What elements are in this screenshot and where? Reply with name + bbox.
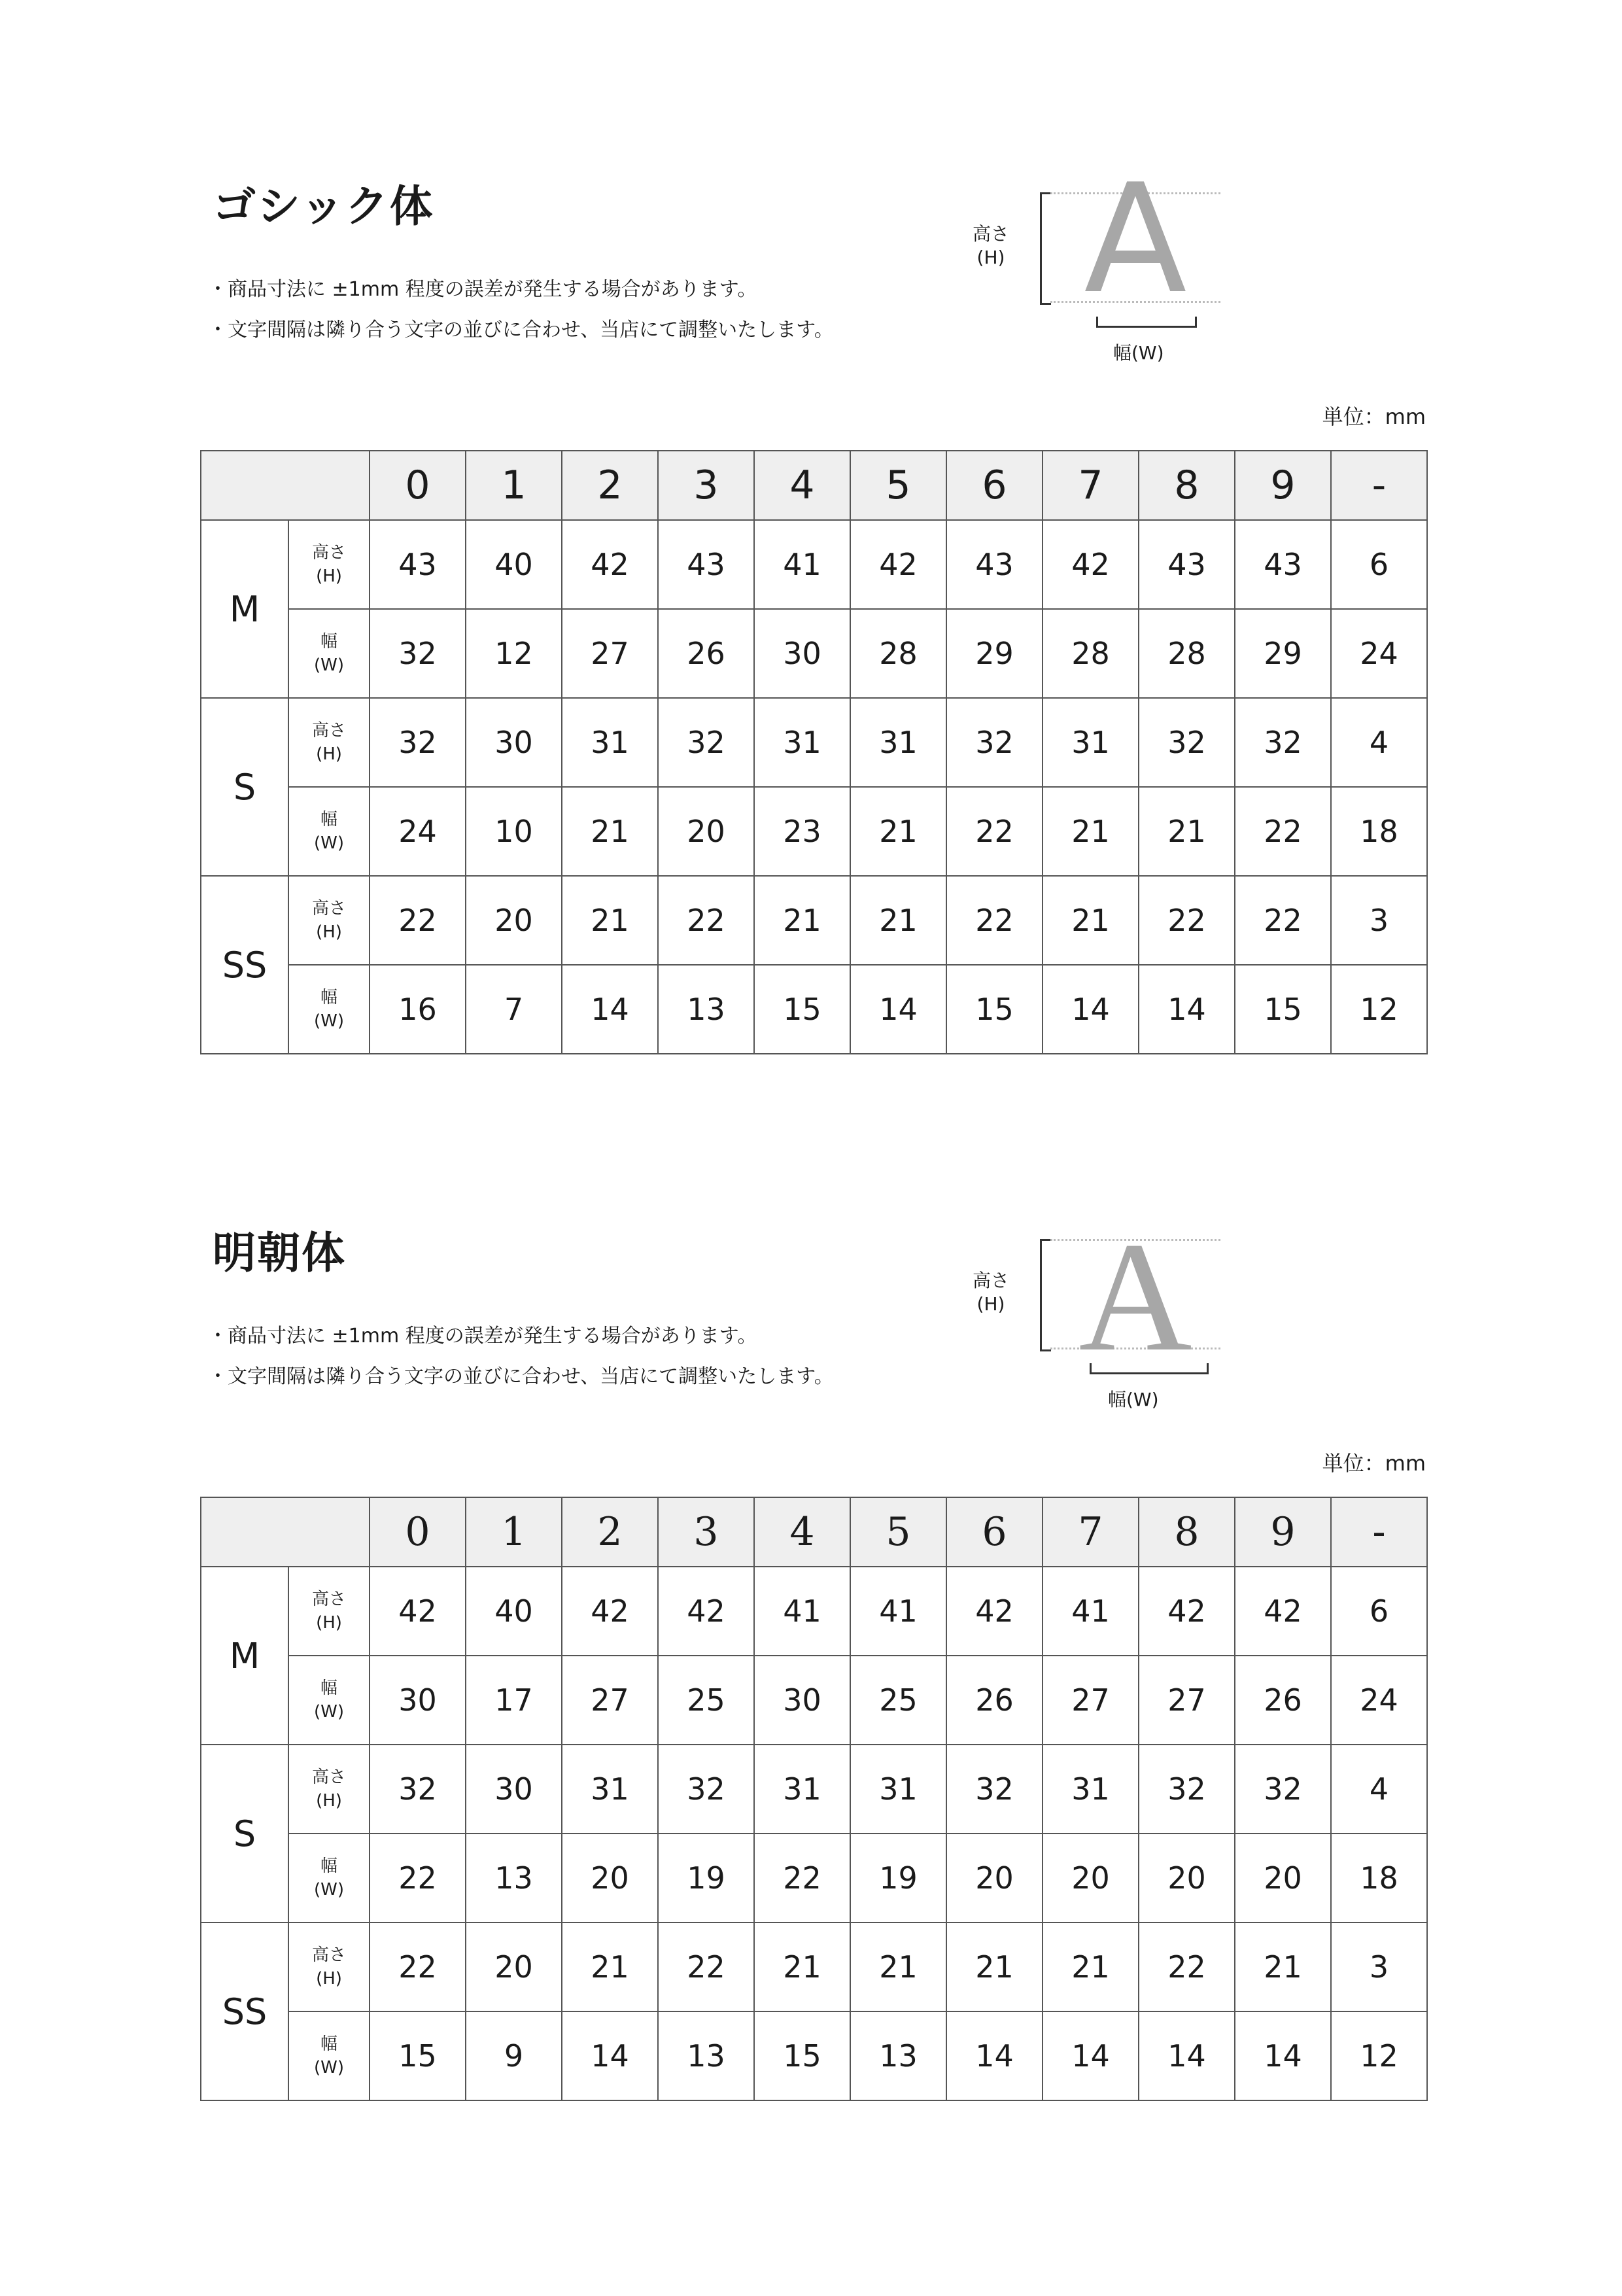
width-sub: (W) [314, 1011, 344, 1031]
height-value: 32 [1139, 1745, 1235, 1834]
width-value: 20 [658, 787, 754, 876]
column-header: - [1331, 451, 1427, 520]
height-text: 高さ [311, 1590, 346, 1609]
height-value: 22 [1139, 876, 1235, 965]
width-value: 13 [658, 2011, 754, 2100]
width-value: 30 [370, 1656, 466, 1745]
width-value: 24 [370, 787, 466, 876]
column-header: 5 [850, 1497, 946, 1567]
width-value: 13 [658, 965, 754, 1054]
width-value: 15 [754, 2011, 850, 2100]
width-value: 13 [850, 2011, 946, 2100]
width-value: 14 [1235, 2011, 1331, 2100]
width-value: 7 [466, 965, 562, 1054]
height-row-label [288, 1922, 370, 2011]
diagram-height-label [968, 1269, 1014, 1316]
table-row [201, 1922, 1427, 2011]
height-value: 32 [370, 1745, 466, 1834]
height-value: 22 [658, 1922, 754, 2011]
height-value: 21 [1043, 1922, 1139, 2011]
width-value: 27 [1139, 1656, 1235, 1745]
section-title: ゴシック体 [213, 181, 434, 232]
width-text: 幅 [320, 988, 337, 1007]
column-header: 7 [1043, 1497, 1139, 1567]
width-value: 18 [1331, 1834, 1427, 1922]
height-value: 22 [1139, 1922, 1235, 2011]
height-value: 32 [1235, 698, 1331, 787]
width-value: 9 [466, 2011, 562, 2100]
height-value: 32 [1139, 698, 1235, 787]
table-row [201, 1656, 1427, 1745]
sample-letter: A [1078, 1209, 1192, 1383]
height-value: 43 [1235, 520, 1331, 609]
width-value: 19 [850, 1834, 946, 1922]
width-row-label [288, 609, 370, 698]
height-value: 31 [562, 698, 658, 787]
height-value: 21 [1043, 876, 1139, 965]
height-value: 41 [850, 1567, 946, 1656]
width-value: 10 [466, 787, 562, 876]
width-value: 20 [946, 1834, 1043, 1922]
width-value: 14 [1139, 965, 1235, 1054]
height-value: 31 [1043, 1745, 1139, 1834]
unit-label: 単位：mm [1322, 1451, 1426, 1476]
width-bracket [1096, 317, 1197, 328]
size-label: SS [201, 1922, 288, 2100]
height-text: 高さ [311, 543, 346, 563]
table-row [201, 1745, 1427, 1834]
height-value: 31 [850, 698, 946, 787]
height-value: 20 [466, 876, 562, 965]
width-value: 28 [1043, 609, 1139, 698]
height-value: 43 [946, 520, 1043, 609]
width-value: 26 [946, 1656, 1043, 1745]
width-row-label [288, 1834, 370, 1922]
height-value: 43 [1139, 520, 1235, 609]
width-value: 21 [562, 787, 658, 876]
width-value: 24 [1331, 1656, 1427, 1745]
width-value: 27 [1043, 1656, 1139, 1745]
height-value: 42 [562, 1567, 658, 1656]
note-line: ・商品寸法に ±1mm 程度の誤差が発生する場合があります。 [208, 278, 757, 301]
width-value: 23 [754, 787, 850, 876]
height-value: 30 [466, 698, 562, 787]
width-sub: (W) [314, 1880, 344, 1900]
size-table [200, 1497, 1428, 2101]
width-value: 14 [1139, 2011, 1235, 2100]
width-bracket [1090, 1363, 1209, 1374]
height-value: 21 [562, 876, 658, 965]
column-header: 4 [754, 1497, 850, 1567]
height-value: 32 [946, 1745, 1043, 1834]
width-value: 27 [562, 609, 658, 698]
width-value: 21 [850, 787, 946, 876]
table-row [201, 2011, 1427, 2100]
width-value: 32 [370, 609, 466, 698]
table-row [201, 1567, 1427, 1656]
width-value: 29 [946, 609, 1043, 698]
height-bracket [1040, 192, 1051, 305]
column-header: 8 [1139, 1497, 1235, 1567]
height-sub: (H) [316, 566, 342, 586]
table-row [201, 1834, 1427, 1922]
height-sub: (H) [316, 744, 342, 764]
sample-letter: A [1084, 152, 1187, 327]
width-sub: (W) [314, 833, 344, 853]
width-value: 13 [466, 1834, 562, 1922]
width-value: 20 [1043, 1834, 1139, 1922]
height-value: 21 [754, 876, 850, 965]
height-value: 32 [370, 698, 466, 787]
note-line: ・文字間隔は隣り合う文字の並びに合わせ、当店にて調整いたします。 [208, 1365, 834, 1388]
height-row-label [288, 876, 370, 965]
height-text: 高さ [311, 721, 346, 740]
table-row [201, 520, 1427, 609]
height-value: 43 [658, 520, 754, 609]
width-value: 20 [562, 1834, 658, 1922]
width-value: 28 [850, 609, 946, 698]
height-value: 41 [1043, 1567, 1139, 1656]
column-header: 1 [466, 1497, 562, 1567]
height-value: 31 [754, 698, 850, 787]
notes [208, 1316, 834, 1397]
width-value: 21 [1139, 787, 1235, 876]
width-sub: (W) [314, 1702, 344, 1722]
font-section [0, 0, 1622, 1047]
diagram-height-sub: (H) [976, 1293, 1005, 1315]
size-label: S [201, 698, 288, 876]
table-row [201, 609, 1427, 698]
height-value: 42 [850, 520, 946, 609]
note-line: ・文字間隔は隣り合う文字の並びに合わせ、当店にて調整いたします。 [208, 319, 834, 341]
height-sub: (H) [316, 1969, 342, 1989]
width-value: 22 [754, 1834, 850, 1922]
height-value: 42 [1139, 1567, 1235, 1656]
height-value: 22 [658, 876, 754, 965]
diagram-width-label: 幅(W) [1113, 342, 1164, 364]
section-title: 明朝体 [213, 1228, 346, 1278]
width-text: 幅 [320, 2034, 337, 2054]
width-value: 12 [466, 609, 562, 698]
size-label: M [201, 1567, 288, 1745]
notes [208, 270, 834, 351]
width-value: 29 [1235, 609, 1331, 698]
width-row-label [288, 2011, 370, 2100]
height-value: 22 [370, 876, 466, 965]
width-text: 幅 [320, 1856, 337, 1876]
height-row-label [288, 1745, 370, 1834]
height-value: 21 [946, 1922, 1043, 2011]
width-value: 14 [1043, 2011, 1139, 2100]
height-value: 32 [946, 698, 1043, 787]
table-row [201, 965, 1427, 1054]
height-value: 30 [466, 1745, 562, 1834]
width-value: 14 [562, 965, 658, 1054]
diagram-width-label: 幅(W) [1108, 1389, 1159, 1410]
width-text: 幅 [320, 1679, 337, 1698]
width-value: 12 [1331, 2011, 1427, 2100]
column-header: 0 [370, 1497, 466, 1567]
height-value: 22 [1235, 876, 1331, 965]
height-sub: (H) [316, 922, 342, 942]
height-value: 31 [562, 1745, 658, 1834]
height-bracket [1040, 1239, 1051, 1351]
header-row [201, 1497, 1427, 1567]
height-value: 3 [1331, 1922, 1427, 2011]
height-value: 32 [658, 698, 754, 787]
height-value: 21 [850, 876, 946, 965]
column-header: 5 [850, 451, 946, 520]
width-value: 14 [562, 2011, 658, 2100]
diagram-height-label [968, 222, 1014, 270]
height-value: 22 [946, 876, 1043, 965]
height-value: 42 [658, 1567, 754, 1656]
height-value: 21 [1235, 1922, 1331, 2011]
height-value: 32 [1235, 1745, 1331, 1834]
width-value: 22 [1235, 787, 1331, 876]
note-line: ・商品寸法に ±1mm 程度の誤差が発生する場合があります。 [208, 1325, 757, 1348]
height-value: 40 [466, 520, 562, 609]
column-header: 9 [1235, 451, 1331, 520]
height-row-label [288, 698, 370, 787]
width-text: 幅 [320, 810, 337, 829]
height-row-label [288, 1567, 370, 1656]
height-text: 高さ [311, 1945, 346, 1965]
height-value: 20 [466, 1922, 562, 2011]
height-value: 6 [1331, 520, 1427, 609]
column-header: 0 [370, 451, 466, 520]
column-header: - [1331, 1497, 1427, 1567]
height-value: 21 [562, 1922, 658, 2011]
width-value: 28 [1139, 609, 1235, 698]
width-value: 30 [754, 609, 850, 698]
width-value: 20 [1235, 1834, 1331, 1922]
unit-label: 単位：mm [1322, 404, 1426, 429]
height-value: 31 [850, 1745, 946, 1834]
height-value: 32 [658, 1745, 754, 1834]
column-header: 6 [946, 451, 1043, 520]
height-value: 6 [1331, 1567, 1427, 1656]
header-row [201, 451, 1427, 520]
width-value: 22 [946, 787, 1043, 876]
height-value: 4 [1331, 1745, 1427, 1834]
height-text: 高さ [311, 1767, 346, 1787]
height-value: 42 [946, 1567, 1043, 1656]
width-sub: (W) [314, 655, 344, 675]
width-row-label [288, 787, 370, 876]
column-header: 3 [658, 1497, 754, 1567]
column-header: 1 [466, 451, 562, 520]
height-value: 21 [850, 1922, 946, 2011]
width-value: 14 [946, 2011, 1043, 2100]
width-value: 21 [1043, 787, 1139, 876]
column-header: 8 [1139, 451, 1235, 520]
width-value: 30 [754, 1656, 850, 1745]
width-value: 15 [370, 2011, 466, 2100]
height-value: 42 [562, 520, 658, 609]
height-value: 4 [1331, 698, 1427, 787]
height-value: 31 [754, 1745, 850, 1834]
column-header: 3 [658, 451, 754, 520]
height-value: 41 [754, 1567, 850, 1656]
column-header: 2 [562, 1497, 658, 1567]
height-text: 高さ [311, 899, 346, 918]
width-value: 18 [1331, 787, 1427, 876]
font-section [0, 1047, 1622, 2093]
size-label: S [201, 1745, 288, 1922]
column-header: 2 [562, 451, 658, 520]
header-corner [201, 451, 370, 520]
table-row [201, 876, 1427, 965]
size-label: M [201, 520, 288, 698]
width-value: 14 [850, 965, 946, 1054]
width-row-label [288, 965, 370, 1054]
table-row [201, 698, 1427, 787]
diagram-height-text: 高さ [972, 223, 1009, 245]
height-sub: (H) [316, 1791, 342, 1811]
height-value: 42 [1235, 1567, 1331, 1656]
height-row-label [288, 520, 370, 609]
width-row-label [288, 1656, 370, 1745]
header-corner [201, 1497, 370, 1567]
column-header: 4 [754, 451, 850, 520]
size-diagram [968, 1209, 1243, 1426]
width-text: 幅 [320, 632, 337, 652]
width-value: 22 [370, 1834, 466, 1922]
width-value: 15 [754, 965, 850, 1054]
diagram-height-sub: (H) [976, 247, 1005, 268]
height-value: 41 [754, 520, 850, 609]
width-value: 24 [1331, 609, 1427, 698]
column-header: 7 [1043, 451, 1139, 520]
height-value: 42 [1043, 520, 1139, 609]
height-value: 22 [370, 1922, 466, 2011]
column-header: 6 [946, 1497, 1043, 1567]
height-value: 31 [1043, 698, 1139, 787]
column-header: 9 [1235, 1497, 1331, 1567]
width-value: 19 [658, 1834, 754, 1922]
width-value: 15 [946, 965, 1043, 1054]
height-value: 21 [754, 1922, 850, 2011]
table-row [201, 787, 1427, 876]
width-value: 15 [1235, 965, 1331, 1054]
diagram-height-text: 高さ [972, 1270, 1009, 1291]
width-value: 16 [370, 965, 466, 1054]
width-value: 17 [466, 1656, 562, 1745]
width-value: 26 [658, 609, 754, 698]
width-value: 25 [658, 1656, 754, 1745]
size-diagram [968, 152, 1243, 379]
height-value: 40 [466, 1567, 562, 1656]
height-value: 42 [370, 1567, 466, 1656]
width-value: 25 [850, 1656, 946, 1745]
size-table [200, 450, 1428, 1054]
width-value: 26 [1235, 1656, 1331, 1745]
width-value: 27 [562, 1656, 658, 1745]
width-sub: (W) [314, 2058, 344, 2078]
size-label: SS [201, 876, 288, 1054]
height-sub: (H) [316, 1613, 342, 1633]
height-value: 43 [370, 520, 466, 609]
height-value: 3 [1331, 876, 1427, 965]
width-value: 14 [1043, 965, 1139, 1054]
width-value: 20 [1139, 1834, 1235, 1922]
width-value: 12 [1331, 965, 1427, 1054]
